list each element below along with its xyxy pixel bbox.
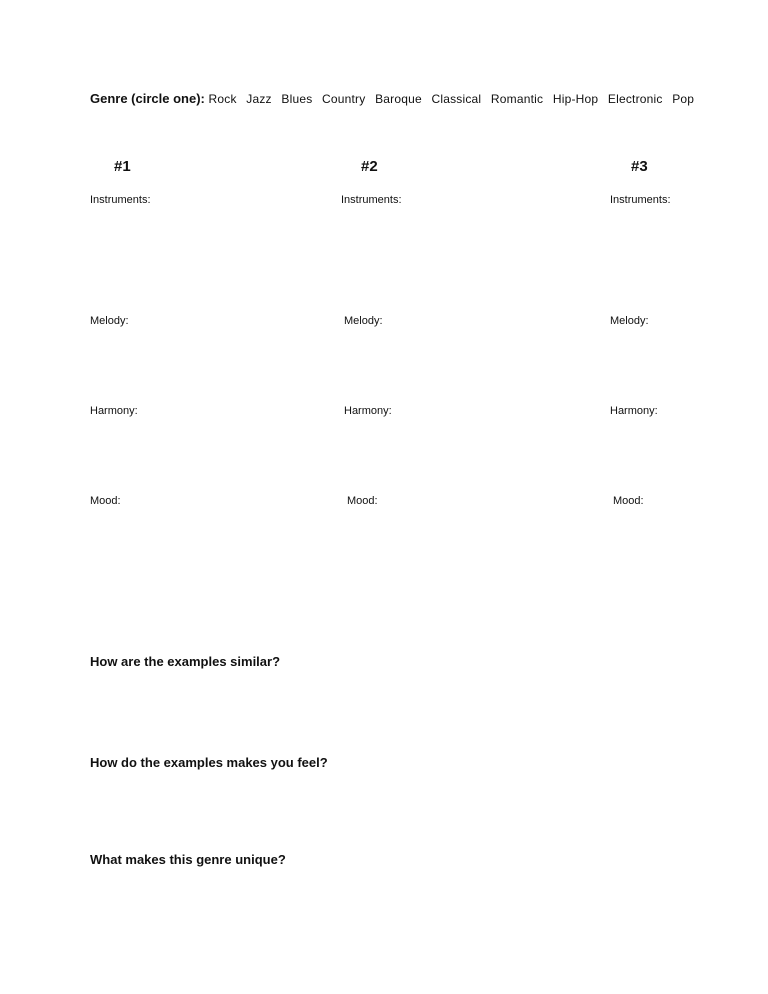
column-3-melody-label: Melody:	[610, 315, 649, 327]
column-3-harmony-label: Harmony:	[610, 405, 658, 417]
column-2-harmony-label: Harmony:	[344, 405, 392, 417]
question-unique: What makes this genre unique?	[90, 852, 286, 867]
column-3-instruments-label: Instruments:	[610, 194, 671, 206]
genre-option-pop[interactable]: Pop	[672, 92, 695, 106]
genre-option-country[interactable]: Country	[322, 92, 366, 106]
genre-option-jazz[interactable]: Jazz	[246, 92, 272, 106]
genre-option-romantic[interactable]: Romantic	[490, 92, 544, 106]
genre-option-hip-hop[interactable]: Hip-Hop	[552, 92, 599, 106]
genre-label: Genre (circle one):	[90, 91, 205, 106]
question-similar: How are the examples similar?	[90, 654, 281, 669]
genre-option-electronic[interactable]: Electronic	[607, 92, 663, 106]
genre-option-baroque[interactable]: Baroque	[375, 92, 422, 106]
genre-line	[90, 91, 700, 106]
column-2-number: #2	[361, 158, 378, 175]
column-3-mood-label: Mood:	[613, 495, 644, 507]
column-3-number: #3	[631, 158, 648, 175]
column-1-number: #1	[114, 158, 131, 175]
column-1-mood-label: Mood:	[90, 495, 121, 507]
column-2-instruments-label: Instruments:	[341, 194, 402, 206]
genre-option-classical[interactable]: Classical	[431, 92, 482, 106]
column-2-melody-label: Melody:	[344, 315, 383, 327]
genre-option-blues[interactable]: Blues	[281, 92, 313, 106]
column-1-harmony-label: Harmony:	[90, 405, 138, 417]
question-feel: How do the examples makes you feel?	[90, 755, 328, 770]
column-1-instruments-label: Instruments:	[90, 194, 151, 206]
column-2-mood-label: Mood:	[347, 495, 378, 507]
genre-option-rock[interactable]: Rock	[208, 92, 237, 106]
column-1-melody-label: Melody:	[90, 315, 129, 327]
